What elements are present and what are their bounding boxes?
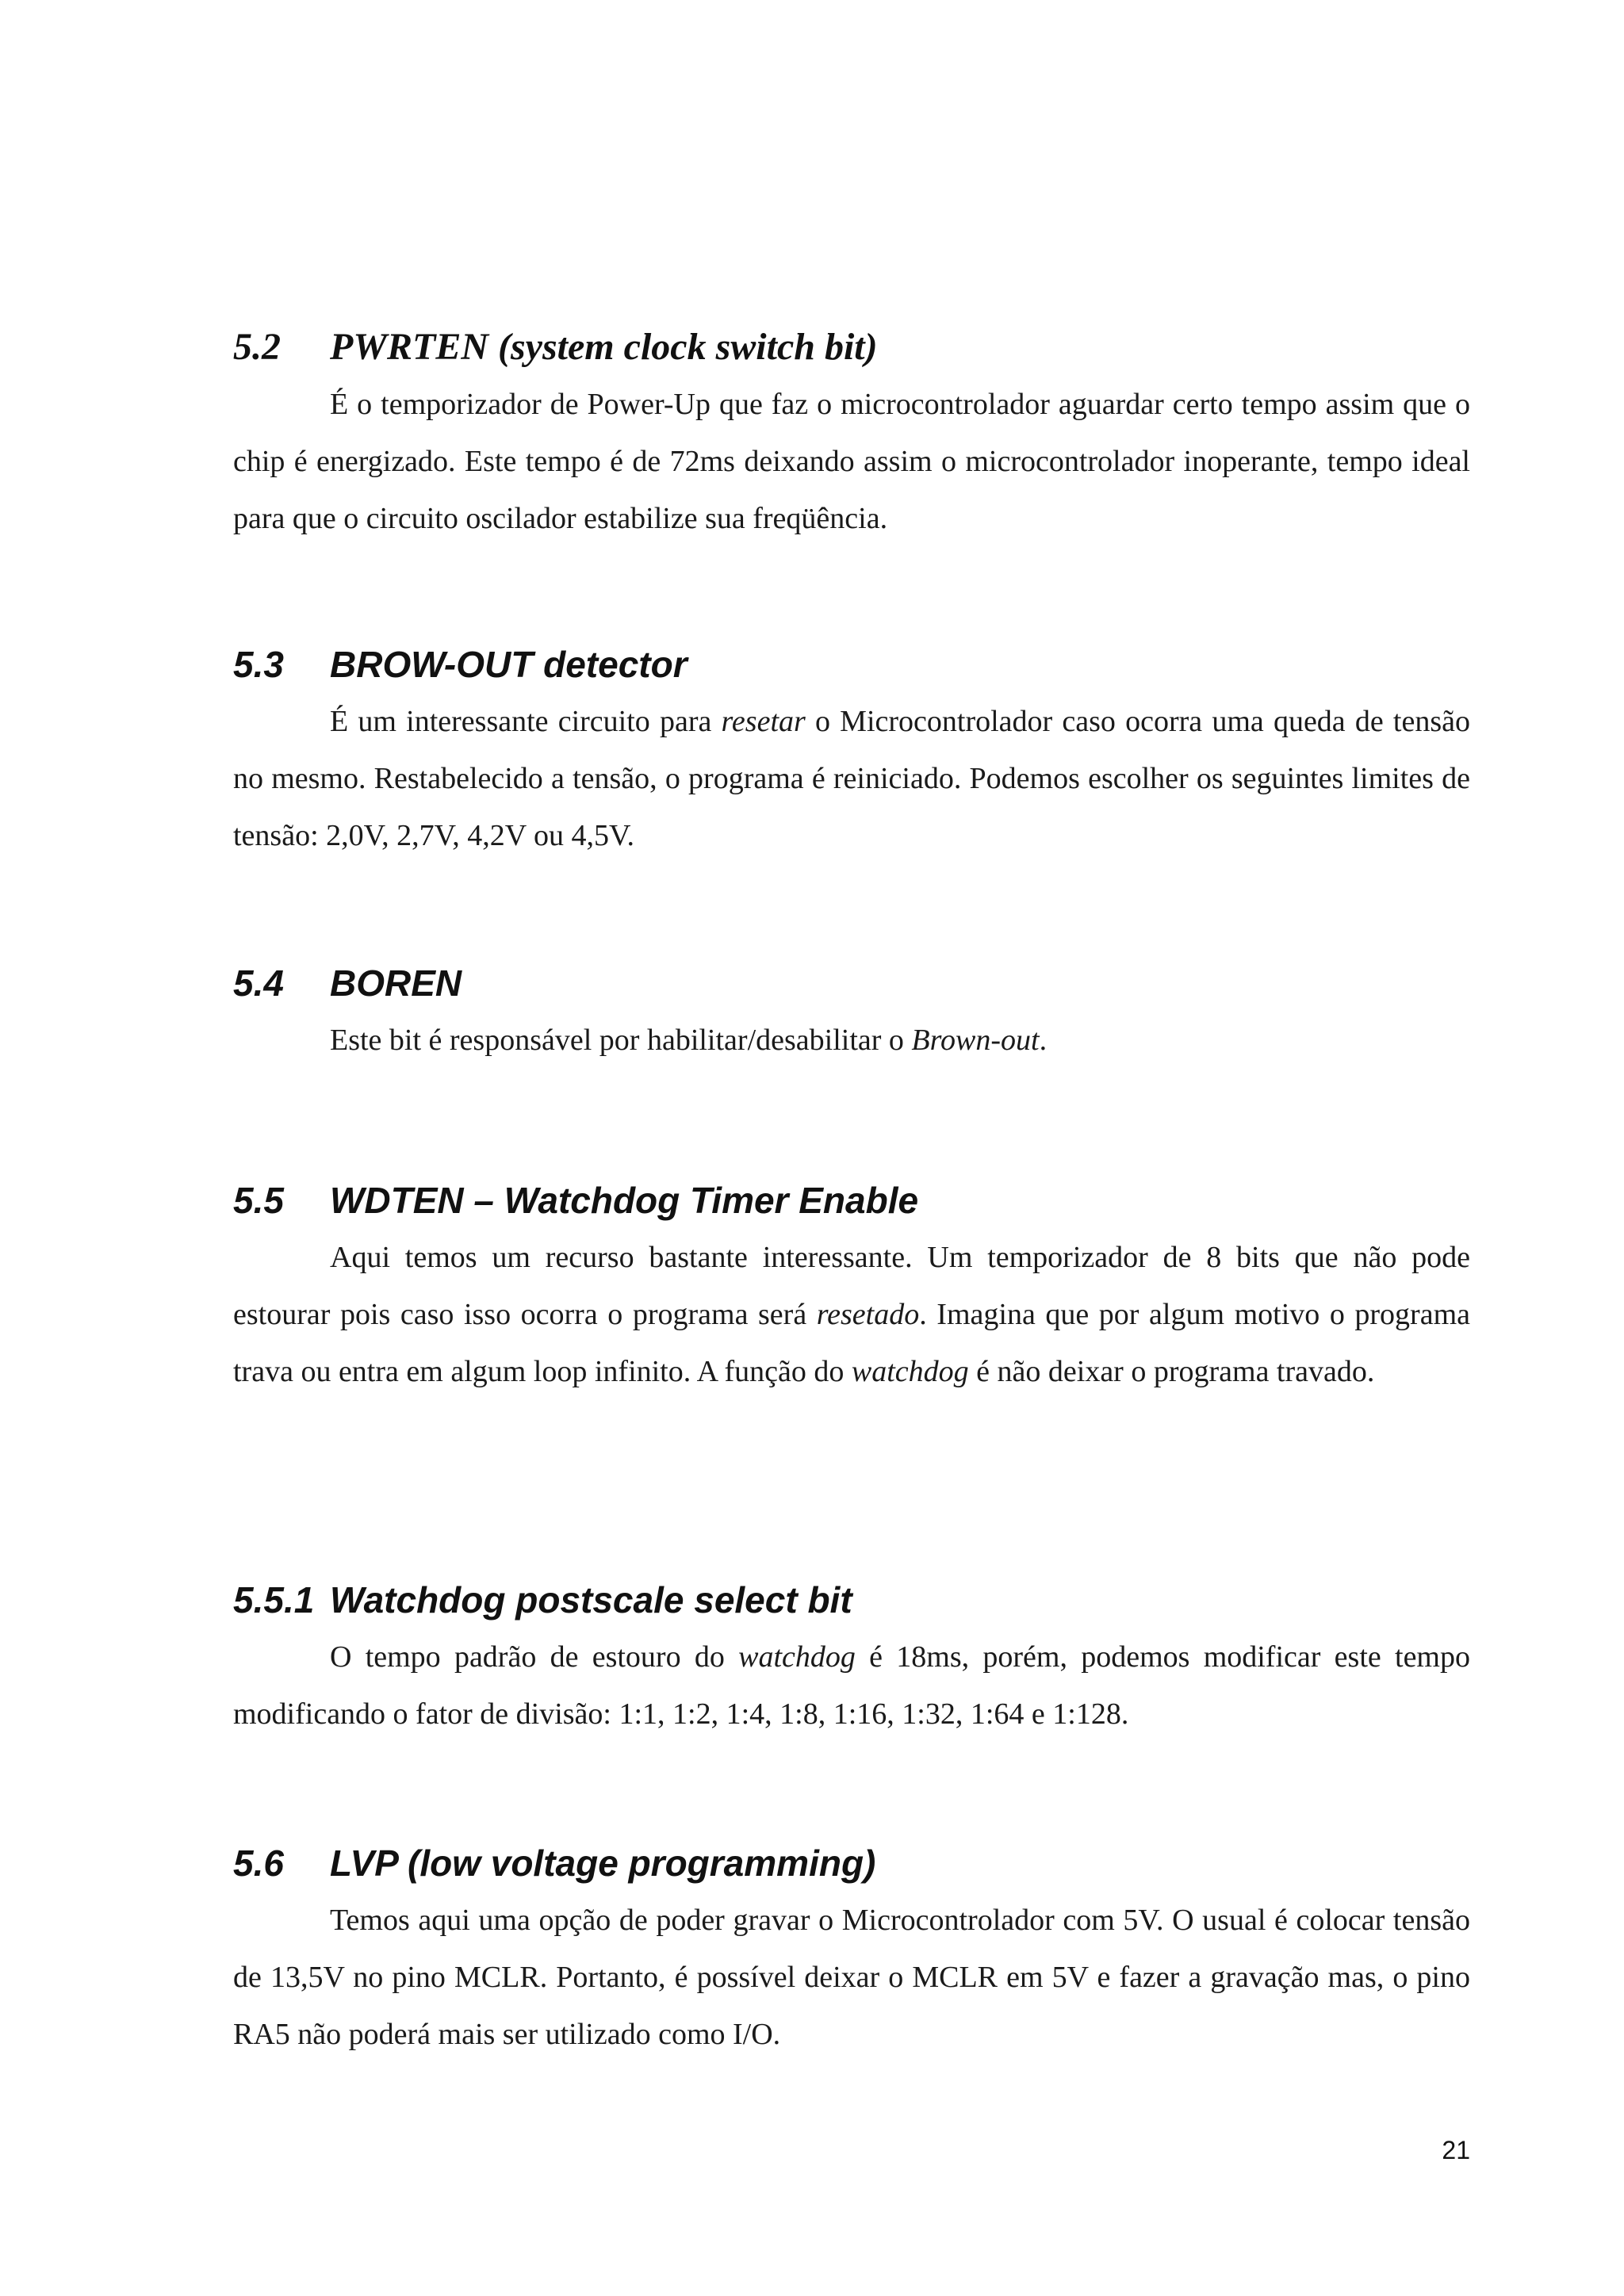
section-title: PWRTEN (system clock switch bit) — [330, 326, 878, 368]
section-number: 5.2 — [233, 326, 281, 368]
section-heading — [233, 1177, 1470, 1224]
text-run: . — [1039, 1024, 1048, 1057]
page-number: 21 — [1442, 2136, 1470, 2164]
text-run: é não deixar o programa travado. — [968, 1355, 1375, 1388]
section-title: BROW-OUT detector — [330, 644, 688, 685]
text-run: Este bit é responsável por habilitar/desabilitar o — [330, 1024, 912, 1057]
section-title: LVP (low voltage programming) — [330, 1843, 876, 1884]
section-heading — [233, 323, 1470, 371]
section-number: 5.5.1 — [233, 1579, 315, 1621]
text-run: o Microcontrolador caso ocorra uma queda de tensão no mesmo. Restabelecido a tensão, o programa é reiniciado. Podemos escolher os seguintes limites de tensão: 2,0V, 2,7V, 4,2V ou 4,5V. — [233, 705, 1471, 852]
section-number: 5.3 — [233, 644, 284, 685]
section-heading — [233, 1839, 1470, 1887]
emphasis-text: resetado — [816, 1298, 920, 1331]
text-run: Aqui temos um recurso bastante interessante. Um temporizador de 8 bits que não pode estourar pois caso isso ocorra o programa será — [233, 1241, 1470, 1331]
section-heading — [233, 641, 1470, 688]
emphasis-text: watchdog — [851, 1355, 969, 1388]
section-body — [233, 1229, 1470, 1400]
text-run: . Imagina que por algum motivo o programa trava ou entra em algum loop infinito. A função do — [233, 1298, 1470, 1388]
section-number: 5.6 — [233, 1843, 284, 1884]
section-body: Temos aqui uma opção de poder gravar o Microcontrolador com 5V. O usual é colocar tensão de 13,5V no pino MCLR. Portanto, é possível deixar o MCLR em 5V e fazer a gravação mas, o pino RA5 não poderá mais ser utilizado como I/O. — [233, 1904, 1470, 2051]
section-body — [233, 1628, 1470, 1743]
section-5-4 — [233, 959, 1470, 1069]
document-page — [233, 0, 1470, 2296]
section-title: Watchdog postscale select bit — [330, 1579, 852, 1621]
section-heading — [233, 1576, 1470, 1624]
emphasis-text: watchdog — [738, 1640, 856, 1674]
section-5-5-1 — [233, 1576, 1470, 1743]
section-5-5 — [233, 1177, 1470, 1400]
section-title: BOREN — [330, 962, 462, 1004]
emphasis-text: resetar — [721, 705, 806, 738]
text-run: O tempo padrão de estouro do — [330, 1640, 739, 1674]
section-heading — [233, 959, 1470, 1007]
section-body — [233, 693, 1470, 864]
text-run: É um interessante circuito para — [330, 705, 722, 738]
section-5-6 — [233, 1839, 1470, 2063]
section-body: É o temporizador de Power-Up que faz o microcontrolador aguardar certo tempo assim que o chip é energizado. Este tempo é de 72ms deixando assim o microcontrolador inoperante, tempo ideal para que o circuito oscilador estabilize sua freqüência. — [233, 388, 1470, 535]
text-run: é 18ms, porém, podemos modificar este tempo modificando o fator de divisão: 1:1, 1:2, 1:4, 1:8, 1:16, 1:32, 1:64 e 1:128. — [233, 1640, 1470, 1731]
section-number: 5.4 — [233, 962, 284, 1004]
section-5-2 — [233, 323, 1470, 547]
section-body — [233, 1012, 1470, 1069]
section-5-3 — [233, 641, 1470, 864]
section-number: 5.5 — [233, 1180, 284, 1221]
emphasis-text: Brown-out — [911, 1024, 1040, 1057]
section-title: WDTEN – Watchdog Timer Enable — [330, 1180, 919, 1221]
